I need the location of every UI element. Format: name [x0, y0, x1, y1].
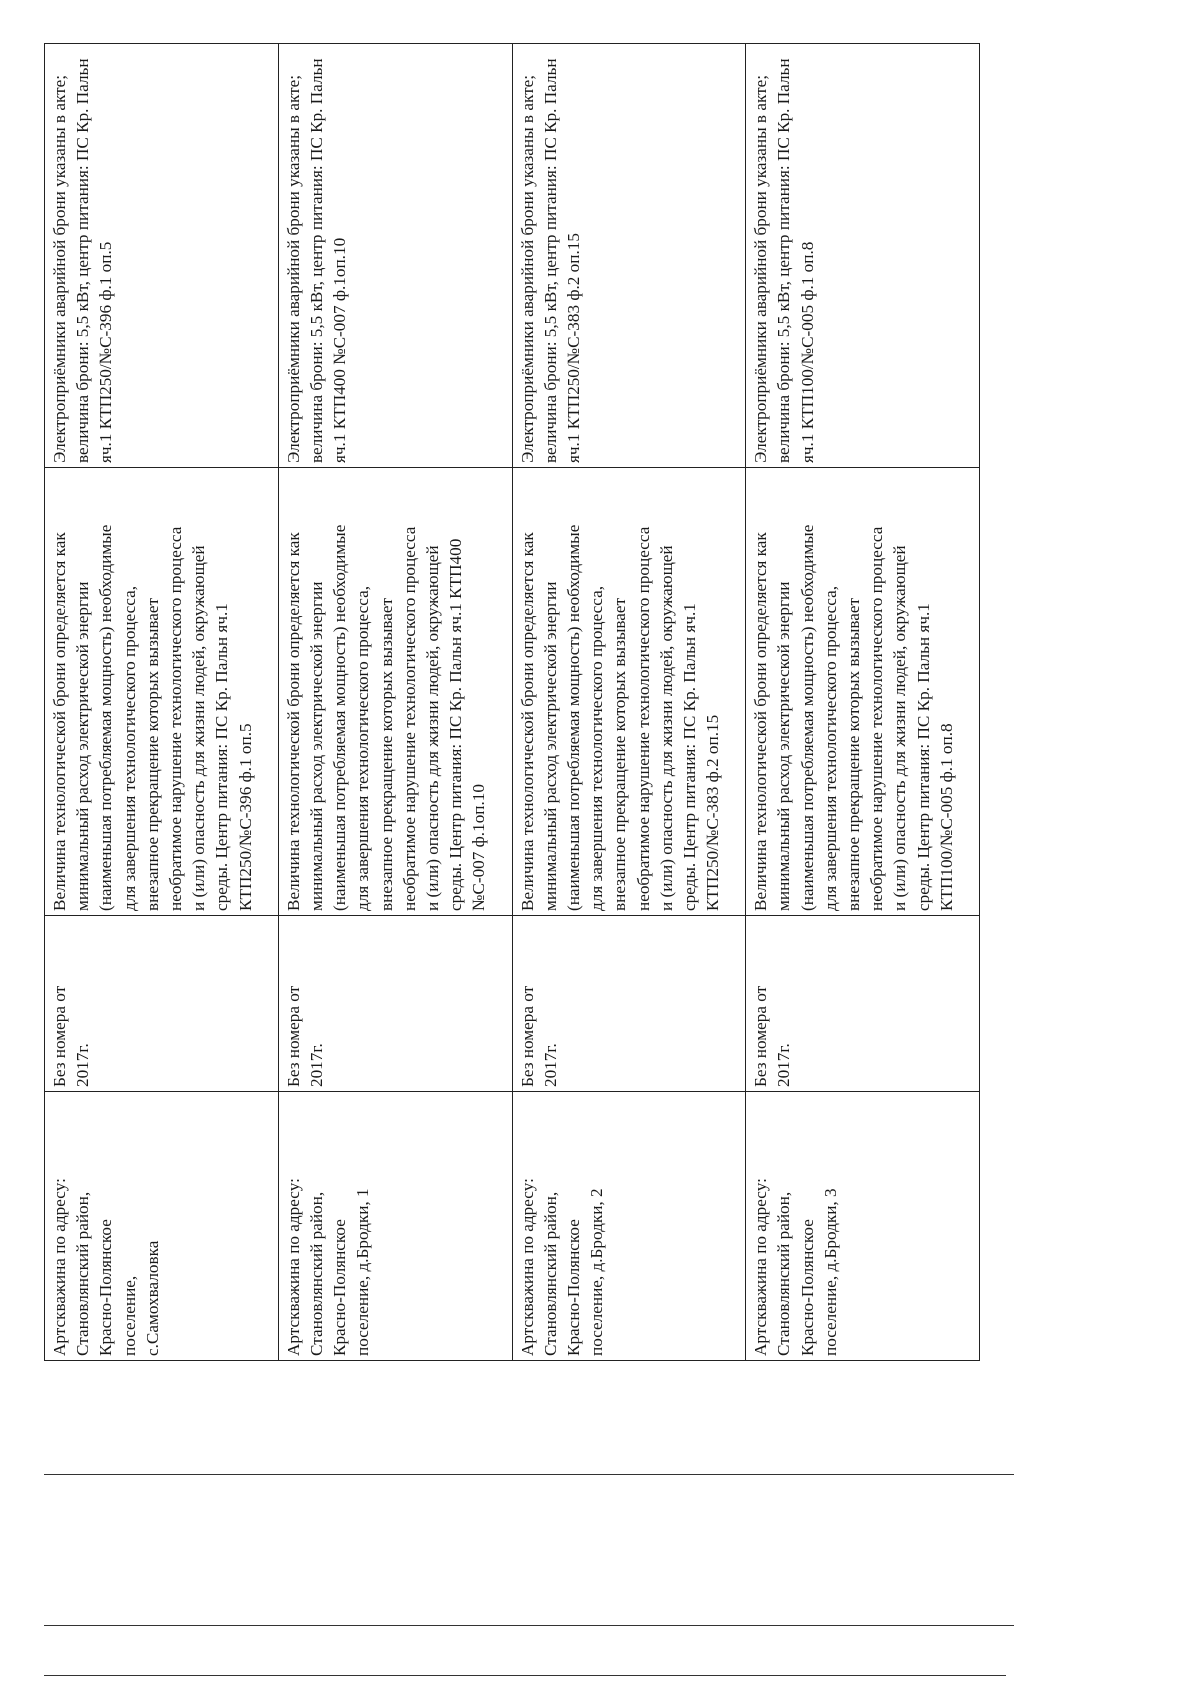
emergency-reserve-cell: Электроприёмники аварийной брони указаны в акте; величина брони: 5,5 кВт, центр питания: ПС Кр. Пальн яч.1 КТП400 №С-007 ф.1оп.10: [278, 44, 512, 468]
tech-reserve-cell: Величина технологической брони определяется как минимальный расход электрической энергии (наименьшая потребляемая мощность) необходимые для завершения технологического процесса, внезапное прекращение которых вызывает необратимое нарушение технологического процесса и (или) опасность для жизни людей, окружающей среды. Центр питания: ПС Кр. Пальн яч.1 КТП250/№С-383 ф.2 оп.15: [512, 468, 746, 916]
address-cell: Артскважина по адресу: Становлянский район, Красно-Полянское поселение, д.Бродки, 2: [512, 1092, 746, 1361]
table-row: [278, 44, 512, 1361]
address-cell: Артскважина по адресу: Становлянский район, Красно-Полянское поселение, д.Бродки, 1: [278, 1092, 512, 1361]
document-cell: Без номера от 2017г.: [45, 916, 279, 1092]
rotated-table-container: [44, 44, 980, 1361]
table-row: [45, 44, 279, 1361]
tech-reserve-cell: Величина технологической брони определяется как минимальный расход электрической энергии (наименьшая потребляемая мощность) необходимые для завершения технологического процесса, внезапное прекращение которых вызывает необратимое нарушение технологического процесса и (или) опасность для жизни людей, окружающей среды. Центр питания: ПС Кр. Пальн яч.1 КТП100/№С-005 ф.1 оп.8: [746, 468, 980, 916]
document-cell: Без номера от 2017г.: [278, 916, 512, 1092]
horizontal-rule: [44, 1474, 1014, 1475]
tech-reserve-cell: Величина технологической брони определяется как минимальный расход электрической энергии (наименьшая потребляемая мощность) необходимые для завершения технологического процесса, внезапное прекращение которых вызывает необратимое нарушение технологического процесса и (или) опасность для жизни людей, окружающей среды. Центр питания: ПС Кр. Пальн яч.1 КТП400 №С-007 ф.1оп.10: [278, 468, 512, 916]
emergency-reserve-cell: Электроприёмники аварийной брони указаны в акте; величина брони: 5,5 кВт, центр питания: ПС Кр. Пальн яч.1 КТП250/№С-383 ф.2 оп.15: [512, 44, 746, 468]
table-row: [746, 44, 980, 1361]
address-cell: Артскважина по адресу: Становлянский район, Красно-Полянское поселение, д.Бродки, 3: [746, 1092, 980, 1361]
table-row: [512, 44, 746, 1361]
emergency-reserve-cell: Электроприёмники аварийной брони указаны в акте; величина брони: 5,5 кВт, центр питания: ПС Кр. Пальн яч.1 КТП100/№С-005 ф.1 оп.8: [746, 44, 980, 468]
document-cell: Без номера от 2017г.: [512, 916, 746, 1092]
emergency-reserve-cell: Электроприёмники аварийной брони указаны в акте; величина брони: 5,5 кВт, центр питания: ПС Кр. Пальн яч.1 КТП250/№С-396 ф.1 оп.5: [45, 44, 279, 468]
horizontal-rule: [44, 1625, 1014, 1626]
document-cell: Без номера от 2017г.: [746, 916, 980, 1092]
tech-reserve-cell: Величина технологической брони определяется как минимальный расход электрической энергии (наименьшая потребляемая мощность) необходимые для завершения технологического процесса, внезапное прекращение которых вызывает необратимое нарушение технологического процесса и (или) опасность для жизни людей, окружающей среды. Центр питания: ПС Кр. Пальн яч.1 КТП250/№С-396 ф.1 оп.5: [45, 468, 279, 916]
address-cell: Артскважина по адресу: Становлянский район, Красно-Полянское поселение, с.Самохваловка: [45, 1092, 279, 1361]
horizontal-rule: [44, 1675, 1006, 1676]
reserve-table: [44, 43, 980, 1361]
